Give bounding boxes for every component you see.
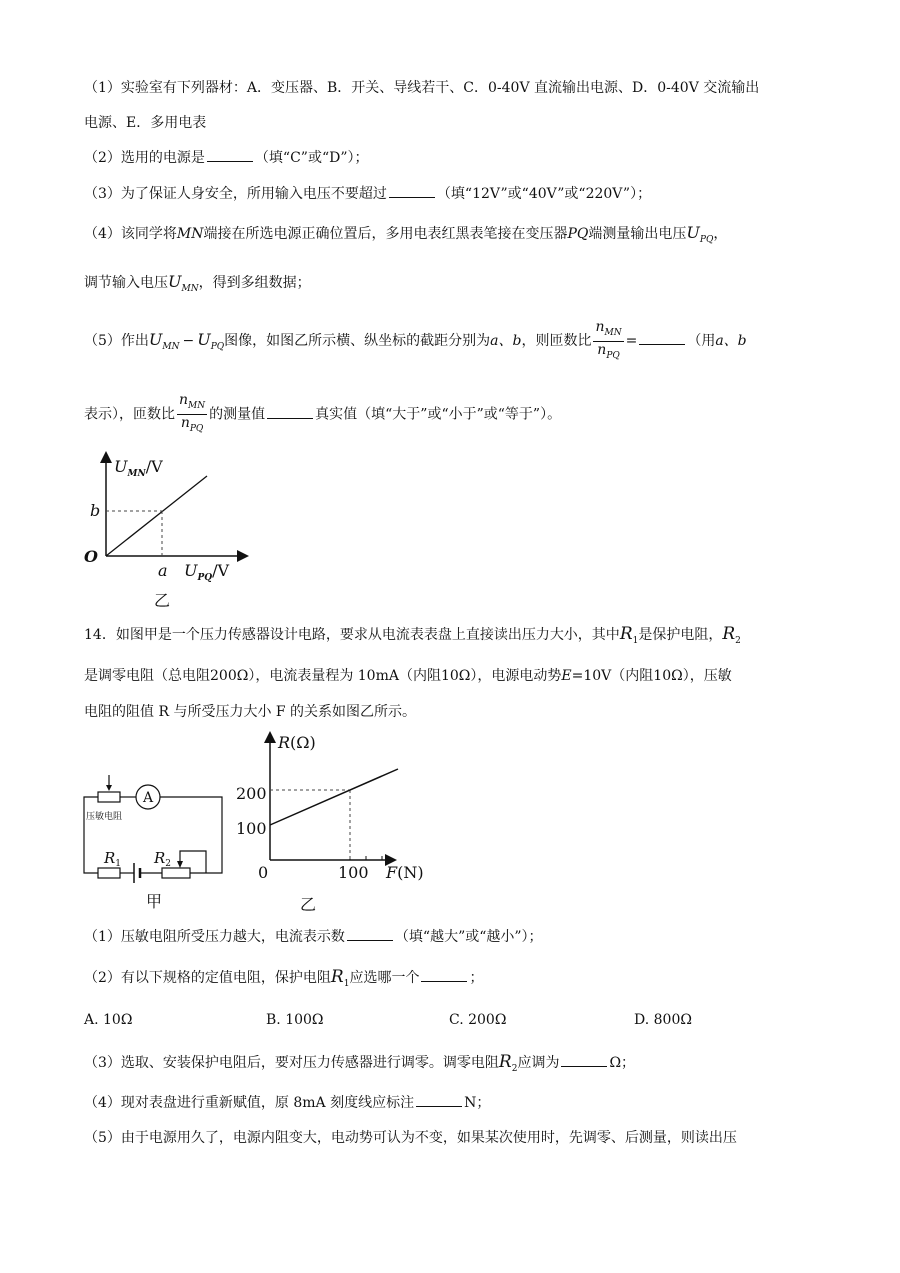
y-axis-label: R(Ω) [278, 733, 316, 752]
q13-line-1: （1）实验室有下列器材：A．变压器、B．开关、导线若干、C．0-40V 直流输出电源、D．0-40V 交流输出 [84, 80, 760, 96]
q14-intro-2: 是调零电阻（总电阻200Ω），电流表量程为 10mA（内阻10Ω），电源电动势E=10V（内阻10Ω），压敏 [84, 668, 732, 684]
answer-blank[interactable] [421, 969, 467, 982]
graph2-caption: 乙 [300, 895, 317, 914]
q14-s3: （3）选取、安装保护电阻后，要对压力传感器进行调零。调零电阻$R_2$应调为 Ω； [84, 1052, 636, 1074]
ammeter-label: A [143, 790, 154, 806]
q13-line-2: （2）选用的电源是 （填“C”或“D”）； [84, 150, 369, 166]
r2-rheostat [162, 868, 190, 878]
option-d[interactable]: D. 800Ω [634, 1012, 692, 1028]
q14-s1: （1）压敏电阻所受压力越大，电流表示数 （填“越大”或“越小”）； [84, 929, 543, 945]
q14-intro-1: 14．如图甲是一个压力传感器设计电路，要求从电流表表盘上直接读出压力大小，其中$R_1$是保护电阻，$R_2$ [84, 624, 741, 646]
option-a[interactable]: A. 10Ω [84, 1012, 133, 1028]
y-tick-100: 100 [236, 819, 267, 838]
answer-blank[interactable] [267, 406, 313, 419]
answer-blank[interactable] [561, 1054, 607, 1067]
answer-blank[interactable] [207, 149, 253, 162]
data-line [270, 769, 398, 825]
origin-label: O [84, 547, 98, 566]
circuit-diagram [80, 775, 230, 911]
turns-ratio-fraction: $\frac{n_{MN}}{n_{PQ}}$ [595, 318, 622, 361]
q14-s5: （5）由于电源用久了，电源内阻变大，电动势可认为不变，如果某次使用时，先调零、后测量，则读出压 [84, 1130, 737, 1146]
a-label: a [158, 561, 168, 580]
b-label: b [90, 501, 101, 520]
option-c[interactable]: C. 200Ω [449, 1012, 507, 1028]
circuit-caption: 甲 [146, 892, 163, 911]
q13-line-4b: 调节输入电压$U_{MN}$，得到多组数据； [84, 272, 311, 294]
q13-line-3: （3）为了保证人身安全，所用输入电压不要超过 （填“12V”或“40V”或“220V”）； [84, 186, 652, 202]
answer-blank[interactable] [416, 1094, 462, 1107]
r1-label: $R_1$ [104, 849, 122, 869]
r2-label: $R_2$ [154, 849, 172, 869]
r1-resistor [98, 868, 120, 878]
turns-ratio-fraction: $\frac{n_{MN}}{n_{PQ}}$ [179, 392, 206, 434]
q14-s2: （2）有以下规格的定值电阻，保护电阻$R_1$应选哪一个 ； [84, 967, 484, 989]
q14-s4: （4）现对表盘进行重新赋值，原 8mA 刻度线应标注 N； [84, 1095, 491, 1111]
y-tick-200: 200 [236, 784, 267, 803]
q14-intro-3: 电阻的阻值 R 与所受压力大小 F 的关系如图乙所示。 [84, 704, 417, 720]
data-line [106, 476, 207, 556]
answer-blank[interactable] [389, 185, 435, 198]
sensor-label: 压敏电阻 [86, 812, 123, 822]
q13-line-5: （5）作出$U_{MN} - U_{PQ}$图像，如图乙所示横、纵坐标的截距分别为a、b，则匝数比 $\frac{n_{MN}}{n_{PQ}}$ = （用a、b [84, 318, 747, 369]
q13-line-4: （4）该同学将MN端接在所选电源正确位置后，多用电表红黑表笔接在变压器PQ端测量输出电压$U_{PQ}$， [84, 223, 728, 245]
graph-u-mn-vs-u-pq [80, 450, 280, 610]
y-axis-label: $U_{MN}/V$ [114, 457, 163, 479]
answer-blank[interactable] [347, 928, 393, 941]
x-tick-0: 0 [258, 863, 269, 882]
option-b[interactable]: B. 100Ω [266, 1012, 324, 1028]
answer-blank[interactable] [639, 332, 685, 345]
x-axis-label: F(N) [386, 863, 424, 882]
wire-left [84, 817, 98, 873]
x-axis-label: $U_{PQ}/V$ [184, 561, 230, 583]
graph1-caption: 乙 [154, 591, 171, 610]
pressure-sensor-resistor [98, 792, 120, 802]
x-tick-100: 100 [338, 863, 369, 882]
graph-r-vs-f [232, 730, 432, 914]
q13-line-1b: 电源、E．多用电表 [84, 115, 207, 131]
q13-line-5b: 表示），匝数比 $\frac{n_{MN}}{n_{PQ}}$ 的测量值 真实值（填“大于”或“小于”或“等于”）。 [84, 392, 561, 437]
